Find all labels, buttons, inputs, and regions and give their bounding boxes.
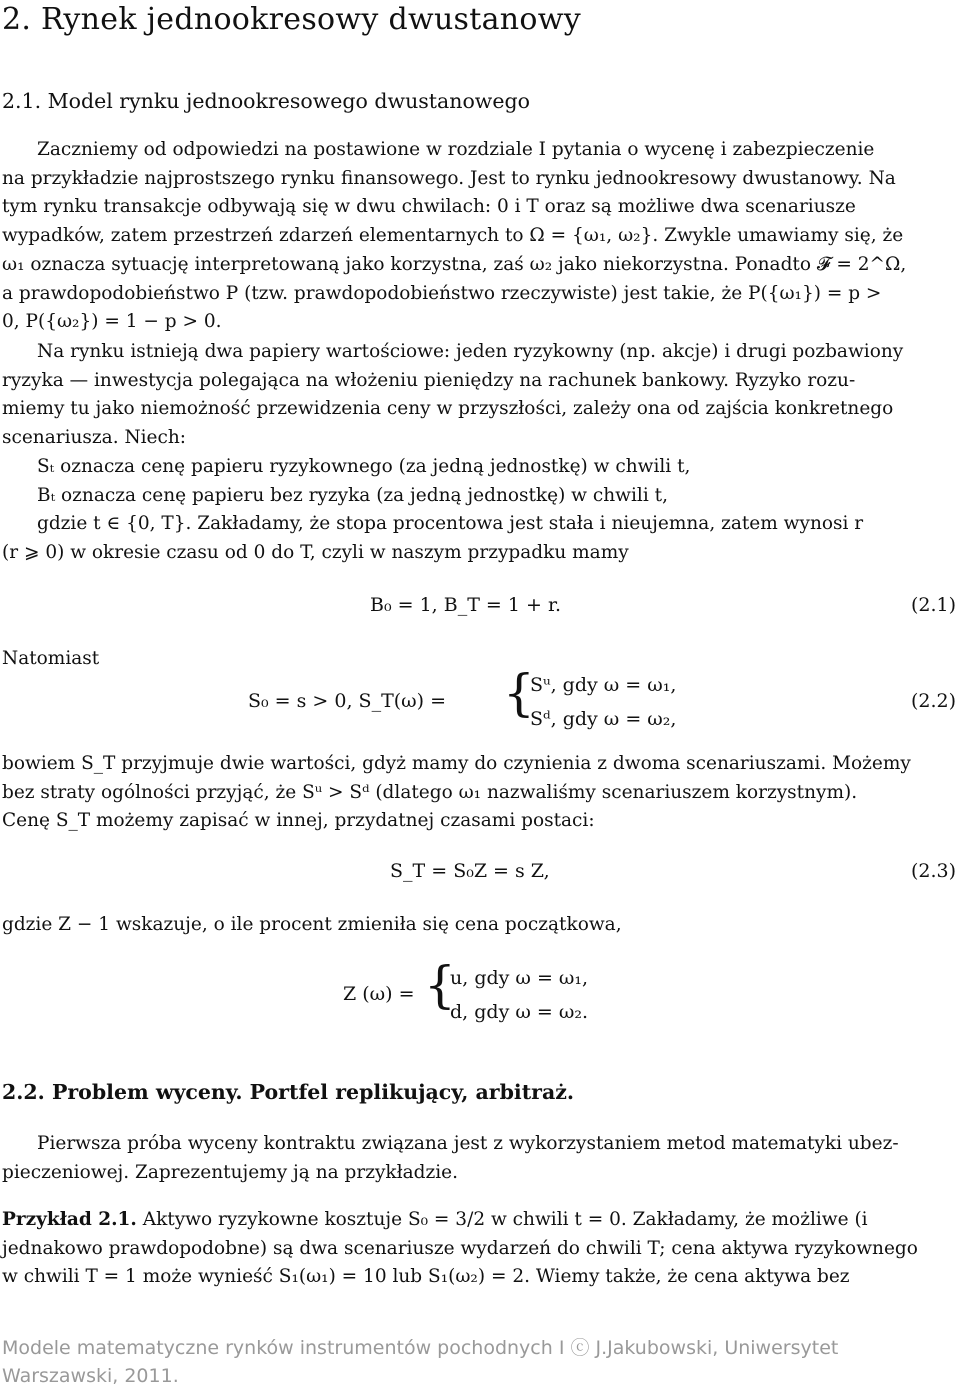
- text-line: miemy tu jako niemożność przewidzenia ceny w przyszłości, zależy ona od zajścia konkretnego: [2, 398, 894, 420]
- chapter-title: 2. Rynek jednookresowy dwustanowy: [2, 2, 582, 37]
- equation-number: (2.1): [910, 594, 956, 616]
- text-line: tym rynku transakcje odbywają się w dwu chwilach: 0 i T oraz są możliwe dwa scenariusze: [2, 196, 856, 218]
- text-line: Pierwsza próba wyceny kontraktu związana jest z wykorzystaniem metod matematyki ubez-: [37, 1133, 899, 1154]
- brace-symbol: {: [424, 956, 456, 1014]
- equation-z-case2: d, gdy ω = ω₂.: [450, 1001, 588, 1023]
- example-block: [2, 1206, 958, 1292]
- text-line: ryzyka — inwestycja polegająca na włożeniu pieniędzy na rachunek bankowy. Ryzyko rozu-: [2, 369, 856, 391]
- text-line: bowiem S_T przyjmuje dwie wartości, gdyż mamy do czynienia z dwoma scenariuszami. Możemy: [2, 753, 911, 774]
- equation-2-2-left: S₀ = s > 0, S_T(ω) =: [248, 690, 447, 712]
- text-line: Na rynku istnieją dwa papiery wartościowe: jeden ryzykowny (np. akcje) i drugi pozbawiony: [37, 341, 904, 362]
- text-line: bez straty ogólności przyjąć, że Sᵘ > Sᵈ (dlatego ω₁ nazwaliśmy scenariuszem korzystnym).: [2, 781, 858, 803]
- page-footer: [2, 1334, 838, 1390]
- text-line: Sₜ oznacza cenę papieru ryzykownego (za jedną jednostkę) w chwili t,: [37, 455, 691, 477]
- equation-z-case1: u, gdy ω = ω₁,: [450, 967, 589, 989]
- paragraph-z: gdzie Z − 1 wskazuje, o ile procent zmieniła się cena początkowa,: [2, 914, 622, 935]
- paragraph-intro: [2, 136, 958, 337]
- equation-2-2-case1: Sᵘ, gdy ω = ω₁,: [530, 674, 677, 696]
- text-line: gdzie t ∈ {0, T}. Zakładamy, że stopa procentowa jest stała i nieujemna, zatem wynosi r: [37, 513, 864, 535]
- equation-number: (2.3): [910, 860, 956, 882]
- text-line: Cenę S_T możemy zapisać w innej, przydatnej czasami postaci:: [2, 810, 595, 832]
- paragraph-securities: [2, 338, 958, 568]
- equation-number: (2.2): [910, 690, 956, 712]
- equation-2-2-case2: Sᵈ, gdy ω = ω₂,: [530, 708, 677, 730]
- equation-2-1: B₀ = 1, B_T = 1 + r.: [370, 594, 562, 616]
- text-line: na przykładzie najprostszego rynku finansowego. Jest to rynku jednookresowy dwustanowy. Na: [2, 167, 896, 189]
- text-line: scenariusza. Niech:: [2, 427, 187, 449]
- paragraph-pricing: [2, 1130, 958, 1187]
- equation-2-3: S_T = S₀Z = s Z,: [390, 860, 550, 882]
- brace-symbol: {: [503, 664, 535, 722]
- footer-line: Warszawski, 2011.: [2, 1365, 179, 1387]
- text-line: Bₜ oznacza cenę papieru bez ryzyka (za jedną jednostkę) w chwili t,: [37, 484, 668, 506]
- text-line: (r ⩾ 0) w okresie czasu od 0 do T, czyli w naszym przypadku mamy: [2, 541, 629, 563]
- text-line: pieczeniowej. Zaprezentujemy ją na przykładzie.: [2, 1161, 458, 1183]
- text-line: [2, 1206, 958, 1235]
- text-line: Zaczniemy od odpowiedzi na postawione w rozdziale I pytania o wycenę i zabezpieczenie: [37, 139, 875, 160]
- text-line: a prawdopodobieństwo P (tzw. prawdopodobieństwo rzeczywiste) jest takie, że P({ω₁}) = p >: [2, 282, 882, 304]
- text-line: 0, P({ω₂}) = 1 − p > 0.: [2, 311, 222, 333]
- paragraph-st: [2, 750, 958, 836]
- section-title: 2.1. Model rynku jednookresowego dwustanowego: [2, 89, 530, 113]
- natomiast-label: Natomiast: [2, 648, 100, 669]
- text-line: jednakowo prawdopodobne) są dwa scenariusze wydarzeń do chwili T; cena aktywa ryzykownego: [2, 1237, 918, 1259]
- section-title: 2.2. Problem wyceny. Portfel replikujący, arbitraż.: [2, 1080, 575, 1104]
- text-line: w chwili T = 1 może wynieść S₁(ω₁) = 10 lub S₁(ω₂) = 2. Wiemy także, że cena aktywa bez: [2, 1266, 850, 1288]
- example-label: Przykład 2.1.: [2, 1209, 137, 1230]
- footer-line: Modele matematyczne rynków instrumentów pochodnych I ⓒ J.Jakubowski, Uniwersytet: [2, 1337, 839, 1359]
- equation-z-left: Z (ω) =: [343, 983, 415, 1005]
- text-line: ω₁ oznacza sytuację interpretowaną jako korzystna, zaś ω₂ jako niekorzystna. Ponadto 𝓕 = 2^Ω,: [2, 253, 907, 275]
- text-line: wypadków, zatem przestrzeń zdarzeń elementarnych to Ω = {ω₁, ω₂}. Zwykle umawiamy się, że: [2, 225, 904, 247]
- example-text: Aktywo ryzykowne kosztuje S₀ = 3/2 w chwili t = 0. Zakładamy, że możliwe (i: [136, 1209, 868, 1230]
